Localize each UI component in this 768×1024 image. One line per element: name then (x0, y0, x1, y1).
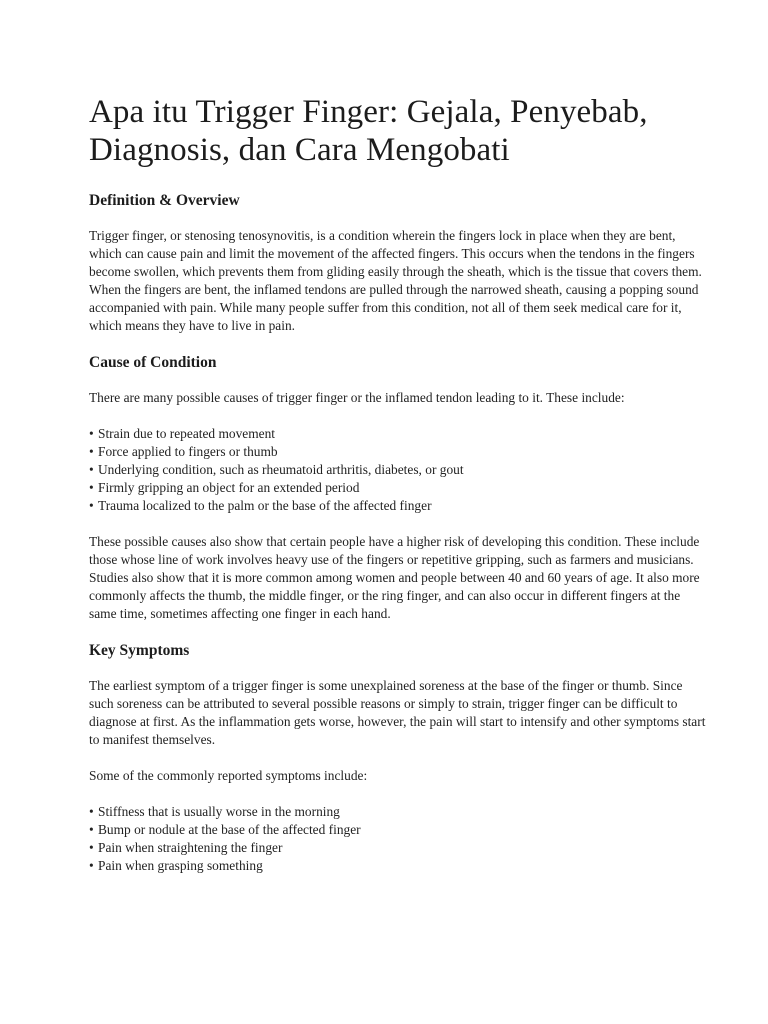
bullet-icon: • (89, 804, 94, 819)
bullet-icon: • (89, 426, 94, 441)
section-cause (89, 353, 708, 623)
list-item: • Trauma localized to the palm or the base of the affected finger (89, 498, 432, 513)
list-item: • Force applied to fingers or thumb (89, 444, 278, 459)
bullet-icon: • (89, 480, 94, 495)
symptoms-intro: Some of the commonly reported symptoms include: (89, 768, 368, 783)
bullet-icon: • (89, 858, 94, 873)
list-item: • Stiffness that is usually worse in the morning (89, 804, 340, 819)
list-item: • Firmly gripping an object for an extended period (89, 480, 360, 495)
bullet-icon: • (89, 498, 94, 513)
cause-intro: There are many possible causes of trigger finger or the inflamed tendon leading to it. These include: (89, 390, 625, 405)
symptoms-bullet-list (89, 803, 708, 875)
document-title: Apa itu Trigger Finger: Gejala, Penyebab, Diagnosis, dan Cara Mengobati (89, 94, 648, 168)
section-symptoms (89, 641, 708, 875)
section-heading-definition: Definition & Overview (89, 192, 240, 209)
bullet-icon: • (89, 444, 94, 459)
symptoms-paragraph: The earliest symptom of a trigger finger is some unexplained soreness at the base of the finger or thumb. Since such soreness can be attributed to several possible reasons or simply to strain, trigger finger can be difficult to diagnose at first. As the inflammation gets worse, however, the pain will start to intensify and other symptoms start to manifest themselves. (89, 678, 706, 747)
section-definition (89, 191, 708, 335)
bullet-icon: • (89, 462, 94, 477)
definition-paragraph: Trigger finger, or stenosing tenosynovitis, is a condition wherein the fingers lock in place when they are bent, which can cause pain and limit the movement of the affected fingers. This occurs when the tendons in the fingers become swollen, which prevents them from gliding easily through the sheath, which is the tissue that covers them. When the fingers are bent, the inflamed tendons are pulled through the narrowed sheath, causing a popping sound accompanied with pain. While many people suffer from this condition, not all of them seek medical care for it, which means they have to live in pain. (89, 228, 702, 333)
list-item: • Bump or nodule at the base of the affected finger (89, 822, 361, 837)
list-item: • Strain due to repeated movement (89, 426, 275, 441)
cause-bullet-list (89, 425, 708, 515)
list-item: • Underlying condition, such as rheumatoid arthritis, diabetes, or gout (89, 462, 464, 477)
list-item: • Pain when straightening the finger (89, 840, 283, 855)
bullet-icon: • (89, 822, 94, 837)
cause-paragraph: These possible causes also show that certain people have a higher risk of developing this condition. These include those whose line of work involves heavy use of the fingers or repetitive gripping, such as farmers and musicians. Studies also show that it is more common among women and people between 40 and 60 years of age. It also more commonly affects the thumb, the middle finger, or the ring finger, and can also occur in different fingers at the same time, sometimes affecting one finger in each hand. (89, 534, 700, 621)
list-item: • Pain when grasping something (89, 858, 263, 873)
section-heading-symptoms: Key Symptoms (89, 642, 190, 659)
bullet-icon: • (89, 840, 94, 855)
section-heading-cause: Cause of Condition (89, 354, 217, 371)
